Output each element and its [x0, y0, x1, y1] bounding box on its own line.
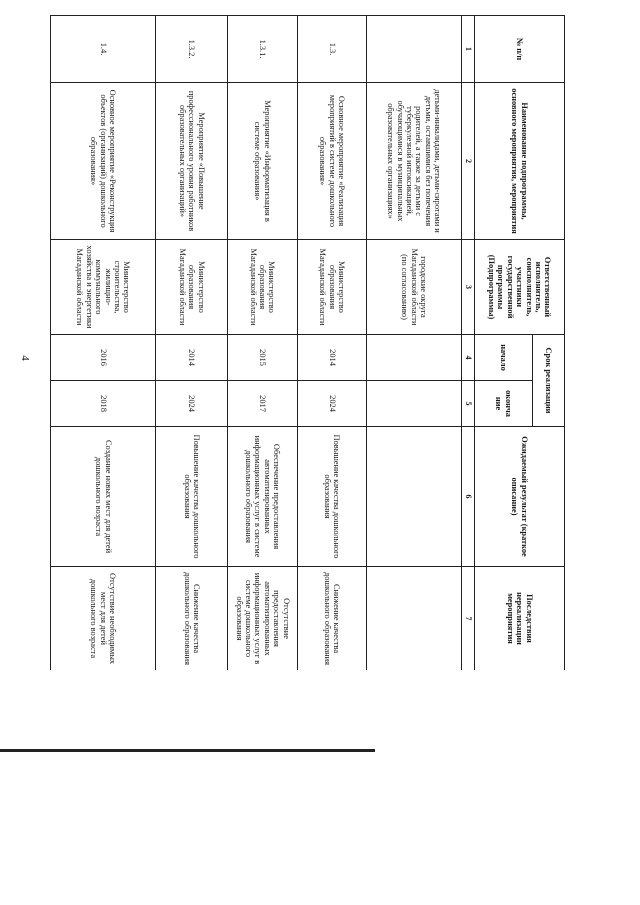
row-start: 2014	[297, 335, 367, 381]
header-period: Срок реализации	[533, 335, 565, 427]
row-start: 2016	[51, 335, 156, 381]
row-result: Повышение качества дошкольного образования	[156, 427, 228, 567]
row-name: Мероприятие «Информатизация в системе образования»	[228, 83, 298, 240]
column-number: 5	[462, 381, 475, 427]
header-name: Наименование подпрограммы, основного мероприятия, мероприятия	[475, 83, 565, 240]
row-end: 2017	[228, 381, 298, 427]
table-container	[50, 15, 565, 670]
row-result: Создание новых мест для детей дошкольного возраста	[51, 427, 156, 567]
row-end: 2018	[51, 381, 156, 427]
header-consequences: Последствия нереализации мероприятия	[475, 567, 565, 670]
table-row	[156, 16, 228, 671]
row-responsible: Министерство образования Магаданской области	[228, 240, 298, 335]
row-responsible: Министерство строительства, жилищно-коммунального хозяйства и энергетики Магаданской области	[51, 240, 156, 335]
row-start: 2015	[228, 335, 298, 381]
row-num: 1.3.1.	[228, 16, 298, 83]
row-start: 2014	[156, 335, 228, 381]
column-number: 7	[462, 567, 475, 670]
row-start	[367, 335, 462, 381]
row-name: Основное мероприятие «Реализация мероприятий в системе дошкольного образования»	[297, 83, 367, 240]
column-number-row	[462, 16, 475, 671]
header-end: оконча ние	[475, 381, 533, 427]
table-row	[297, 16, 367, 671]
column-number: 3	[462, 240, 475, 335]
row-name: Основное мероприятие «Реконструкция объектов (организаций) дошкольного образования»	[51, 83, 156, 240]
column-number: 2	[462, 83, 475, 240]
row-responsible: городские округа Магаданской области (по согласованию)	[367, 240, 462, 335]
row-consequences: Снижение качества дошкольного образования	[297, 567, 367, 670]
table-row	[51, 16, 156, 671]
row-num: 1.4.	[51, 16, 156, 83]
row-consequences: Отсутствие необходимых мест для детей дошкольного возраста	[51, 567, 156, 670]
column-number: 1	[462, 16, 475, 83]
row-result: Обеспечение предоставления автоматизированных информационных услуг в системе дошкольного образования	[228, 427, 298, 567]
header-start: начало	[475, 335, 533, 381]
header-num: № п/п	[475, 16, 565, 83]
column-number: 4	[462, 335, 475, 381]
row-responsible: Министерство образования Магаданской области	[297, 240, 367, 335]
scan-artifact-line	[0, 749, 375, 752]
activities-table	[50, 15, 565, 670]
header-result: Ожидаемый результат (краткое описание)	[475, 427, 565, 567]
rotated-page-content	[50, 15, 565, 670]
row-num: 1.3.2.	[156, 16, 228, 83]
table-row	[228, 16, 298, 671]
column-number: 6	[462, 427, 475, 567]
row-num	[367, 16, 462, 83]
row-end: 2024	[297, 381, 367, 427]
row-end	[367, 381, 462, 427]
row-consequences	[367, 567, 462, 670]
row-num: 1.3.	[297, 16, 367, 83]
row-result	[367, 427, 462, 567]
row-responsible: Министерство образования Магаданской области	[156, 240, 228, 335]
table-row	[367, 16, 462, 671]
row-consequences: Отсутствие предоставления автоматизированных информационных услуг в системе дошкольного образования	[228, 567, 298, 670]
page-number: 4	[18, 355, 31, 361]
row-end: 2024	[156, 381, 228, 427]
row-consequences: Снижение качества дошкольного образования	[156, 567, 228, 670]
row-name: детьми-инвалидами, детьми-сиротами и детьми, оставшимися без попечения родителей, а также за детьми с туберкулезной интоксикацией, обучающимися в муниципальных образовательных организациях»	[367, 83, 462, 240]
row-name: Мероприятие «Повышение профессионального уровня работников образовательных организаций»	[156, 83, 228, 240]
row-result: Повышение качества дошкольного образования	[297, 427, 367, 567]
header-responsible: Ответственный исполнитель, соисполнитель, участники государственной программы (Подпрограммы)	[475, 240, 565, 335]
header-row-top	[533, 16, 565, 671]
